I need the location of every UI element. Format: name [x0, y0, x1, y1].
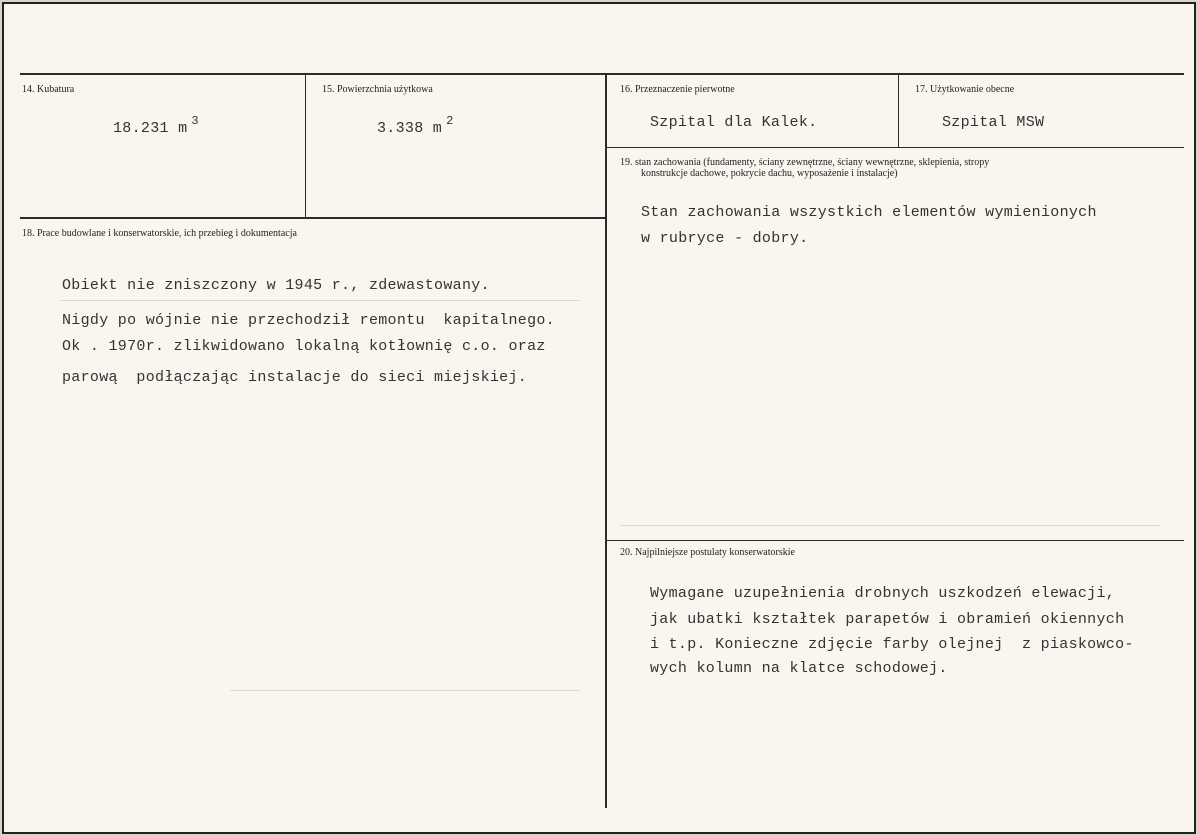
field-16-value: Szpital dla Kalek. — [650, 114, 818, 131]
vrule-center — [605, 75, 607, 808]
field-18-line: Nigdy po wójnie nie przechodził remontu kapitalnego. — [62, 312, 555, 329]
powierzchnia-unit-exponent: 2 — [446, 114, 454, 128]
field-14-label: 14. Kubatura — [22, 84, 75, 95]
ghost-trace — [230, 690, 580, 691]
field-15-label: 15. Powierzchnia użytkowa — [322, 84, 433, 95]
rule-right-top — [606, 147, 1184, 148]
field-18-line: parową podłączając instalacje do sieci miejskiej. — [62, 369, 528, 386]
rule-right-mid — [606, 540, 1184, 541]
powierzchnia-value: 3.338 m — [377, 120, 443, 137]
kubatura-unit-exponent: 3 — [191, 114, 199, 128]
field-20-line: i t.p. Konieczne zdjęcie farby olejnej z piaskowco- — [650, 636, 1134, 653]
field-20-line: wych kolumn na klatce schodowej. — [650, 660, 948, 677]
field-19-line: w rubryce - dobry. — [641, 230, 809, 247]
ghost-trace — [620, 525, 1160, 526]
top-rule — [20, 73, 1184, 75]
field-19-label-line-2: konstrukcje dachowe, pokrycie dachu, wyposażenie i instalacje) — [641, 168, 898, 179]
field-19-label-line-1: 19. stan zachowania (fundamenty, ściany zewnętrzne, ściany wewnętrzne, sklepienia, stropy — [620, 157, 990, 168]
rule-left-mid — [20, 217, 605, 219]
kubatura-value: 18.231 m — [113, 120, 188, 137]
field-18-line: Obiekt nie zniszczony w 1945 r., zdewastowany. — [62, 277, 490, 294]
field-19-line: Stan zachowania wszystkich elementów wymienionych — [641, 204, 1097, 221]
field-20-line: Wymagane uzupełnienia drobnych uszkodzeń elewacji, — [650, 585, 1116, 602]
field-20-label: 20. Najpilniejsze postulaty konserwatorskie — [620, 547, 795, 558]
field-18-line: Ok . 1970r. zlikwidowano lokalną kotłownię c.o. oraz — [62, 338, 546, 355]
field-20-line: jak ubatki kształtek parapetów i obramień okiennych — [650, 611, 1125, 628]
ghost-trace — [60, 300, 580, 301]
vrule-14-15 — [305, 75, 306, 217]
field-17-label: 17. Użytkowanie obecne — [915, 84, 1015, 95]
field-18-label: 18. Prace budowlane i konserwatorskie, ich przebieg i dokumentacja — [22, 228, 297, 239]
field-15-value — [377, 114, 454, 137]
field-16-label: 16. Przeznaczenie pierwotne — [620, 84, 735, 95]
field-14-value — [113, 114, 199, 137]
field-17-value: Szpital MSW — [942, 114, 1045, 131]
vrule-16-17 — [898, 75, 899, 147]
